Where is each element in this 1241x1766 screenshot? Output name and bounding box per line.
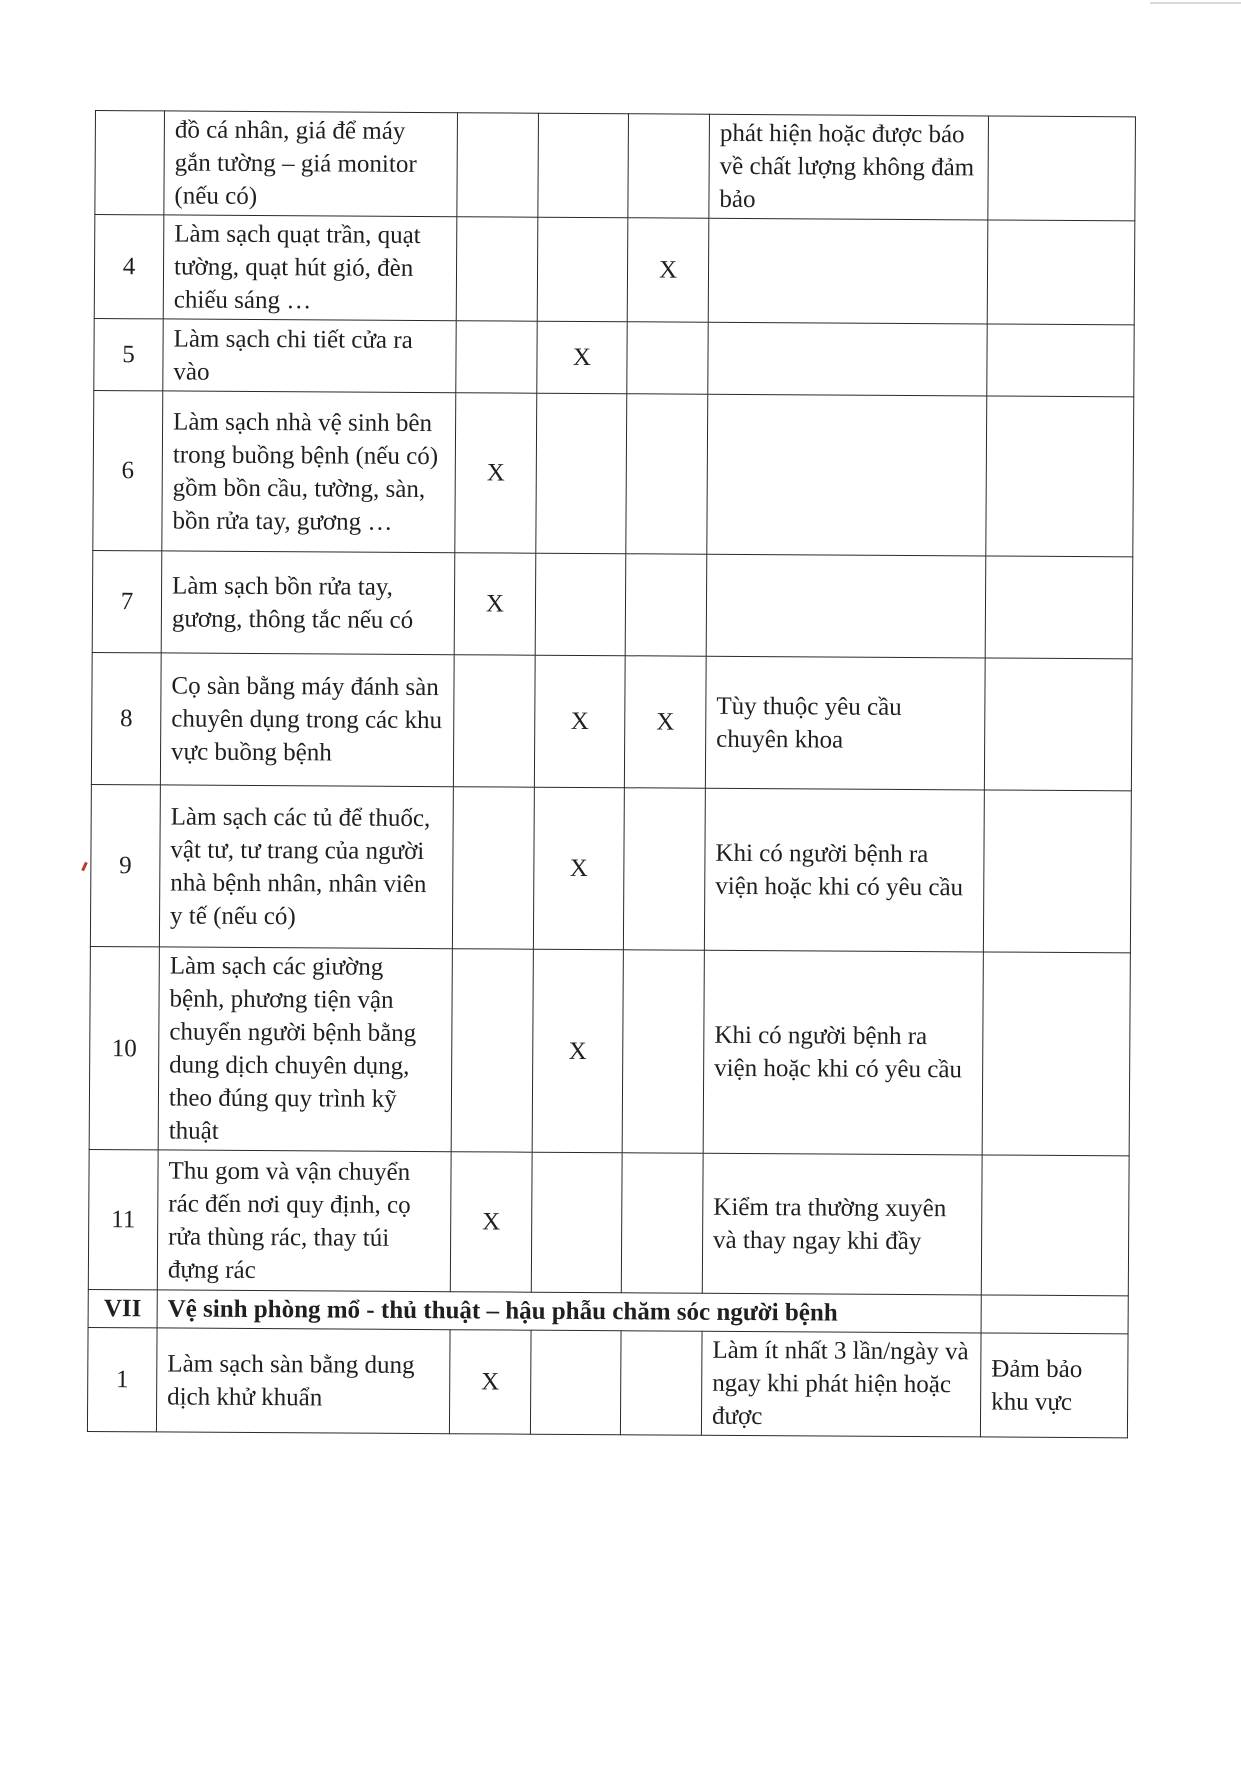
frequency-mark-2: X: [533, 787, 624, 950]
frequency-mark-2: [538, 113, 629, 218]
row-extra: [984, 658, 1132, 791]
frequency-mark-1: [451, 949, 533, 1152]
frequency-mark-1: X: [449, 1330, 531, 1434]
frequency-mark-1: [453, 655, 535, 787]
task-description: Làm sạch bồn rửa tay, gương, thông tắc nếu có: [161, 551, 455, 655]
frequency-mark-2: X: [532, 949, 623, 1153]
table-row: [94, 318, 1134, 396]
frequency-mark-2: X: [534, 655, 625, 788]
frequency-mark-1: [452, 787, 534, 949]
cleaning-schedule-table: [87, 110, 1136, 1438]
table-row: [91, 652, 1132, 790]
row-extra: [987, 324, 1134, 397]
scan-edge-mark: [1150, 2, 1241, 4]
row-extra: [988, 116, 1136, 221]
table-row: [94, 215, 1135, 325]
row-extra: [982, 952, 1130, 1156]
frequency-mark-3: [623, 788, 705, 950]
frequency-mark-2: [536, 393, 627, 554]
frequency-mark-2: [530, 1330, 621, 1435]
frequency-mark-1: X: [450, 1152, 532, 1292]
table-row: [87, 1327, 1128, 1437]
table-row: [93, 390, 1134, 556]
frequency-mark-1: [456, 321, 537, 393]
task-description: Thu gom và vận chuyển rác đến nơi quy định, cọ rửa thùng rác, thay túi đựng rác: [157, 1150, 451, 1292]
frequency-mark-2: [535, 553, 626, 656]
row-note: [708, 322, 987, 396]
row-number: 10: [89, 946, 159, 1149]
row-number: 1: [87, 1327, 157, 1431]
row-number: 4: [94, 215, 164, 319]
row-note: [707, 394, 987, 556]
row-number: 6: [93, 390, 163, 550]
table-row: [92, 550, 1133, 658]
row-note: Khi có người bệnh ra viện hoặc khi có yêu cầu: [704, 788, 984, 952]
row-number: 8: [91, 652, 161, 784]
section-header-row: [88, 1289, 1128, 1333]
row-note: [708, 218, 988, 324]
row-number: 11: [88, 1149, 158, 1289]
row-extra: [986, 396, 1134, 557]
section-title: Vệ sinh phòng mổ - thủ thuật – hậu phẫu chăm sóc người bệnh: [157, 1290, 981, 1333]
row-extra: [981, 1155, 1129, 1296]
frequency-mark-1: [456, 217, 538, 321]
row-number: 5: [94, 318, 163, 390]
row-note: Khi có người bệnh ra viện hoặc khi có yêu cầu: [703, 950, 983, 1155]
table-row: [89, 946, 1130, 1155]
frequency-mark-2: [531, 1152, 622, 1293]
frequency-mark-3: X: [627, 218, 709, 322]
table-row: [88, 1149, 1129, 1295]
frequency-mark-3: [622, 950, 704, 1153]
row-note: Làm ít nhất 3 lần/ngày và ngay khi phát hiện hoặc được: [701, 1331, 981, 1437]
table-row: [95, 111, 1136, 221]
row-note: Kiểm tra thường xuyên và thay ngay khi đầy: [702, 1153, 982, 1295]
frequency-mark-3: [628, 114, 710, 218]
section-number: VII: [88, 1289, 157, 1327]
row-note: Tùy thuộc yêu cầu chuyên khoa: [705, 656, 985, 790]
task-description: Làm sạch quạt trần, quạt tường, quạt hút gió, đèn chiếu sáng …: [163, 215, 457, 321]
row-extra: Đảm bảo khu vực: [980, 1333, 1128, 1438]
row-extra: [987, 220, 1135, 325]
frequency-mark-3: [625, 554, 707, 656]
frequency-mark-2: X: [537, 321, 627, 394]
frequency-mark-2: [537, 217, 628, 322]
frequency-mark-3: [620, 1331, 702, 1435]
row-number: [95, 111, 165, 215]
task-description: Làm sạch nhà vệ sinh bên trong buồng bệnh (nếu có) gồm bồn cầu, tường, sàn, bồn rửa tay, gương …: [162, 391, 456, 553]
frequency-mark-3: X: [624, 656, 706, 788]
frequency-mark-3: [621, 1153, 703, 1293]
row-note: phát hiện hoặc được báo về chất lượng không đảm bảo: [709, 114, 989, 220]
frequency-mark-3: [627, 322, 708, 394]
task-description: Làm sạch các giường bệnh, phương tiện vận chuyển người bệnh bằng dung dịch chuyên dụng, theo đúng quy trình kỹ thuật: [158, 947, 452, 1152]
row-number: 7: [92, 550, 162, 652]
row-extra: [981, 1295, 1128, 1334]
frequency-mark-1: X: [455, 393, 537, 553]
task-description: đồ cá nhân, giá để máy gắn tường – giá monitor (nếu có): [164, 111, 458, 217]
ink-speck: [81, 862, 88, 871]
table-row: [90, 784, 1131, 952]
task-description: Làm sạch các tủ để thuốc, vật tư, tư trang của người nhà bệnh nhân, nhân viên y tế (nếu có): [159, 785, 453, 949]
frequency-mark-1: [457, 113, 539, 217]
frequency-mark-1: X: [454, 553, 536, 655]
row-extra: [983, 790, 1131, 953]
task-description: Cọ sàn bằng máy đánh sàn chuyên dụng trong các khu vực buồng bệnh: [160, 653, 454, 787]
frequency-mark-3: [626, 394, 708, 554]
row-note: [706, 554, 986, 658]
task-description: Làm sạch chi tiết cửa ra vào: [163, 319, 456, 393]
row-extra: [985, 556, 1133, 659]
row-number: 9: [90, 784, 160, 946]
task-description: Làm sạch sàn bằng dung dịch khử khuẩn: [156, 1328, 450, 1434]
